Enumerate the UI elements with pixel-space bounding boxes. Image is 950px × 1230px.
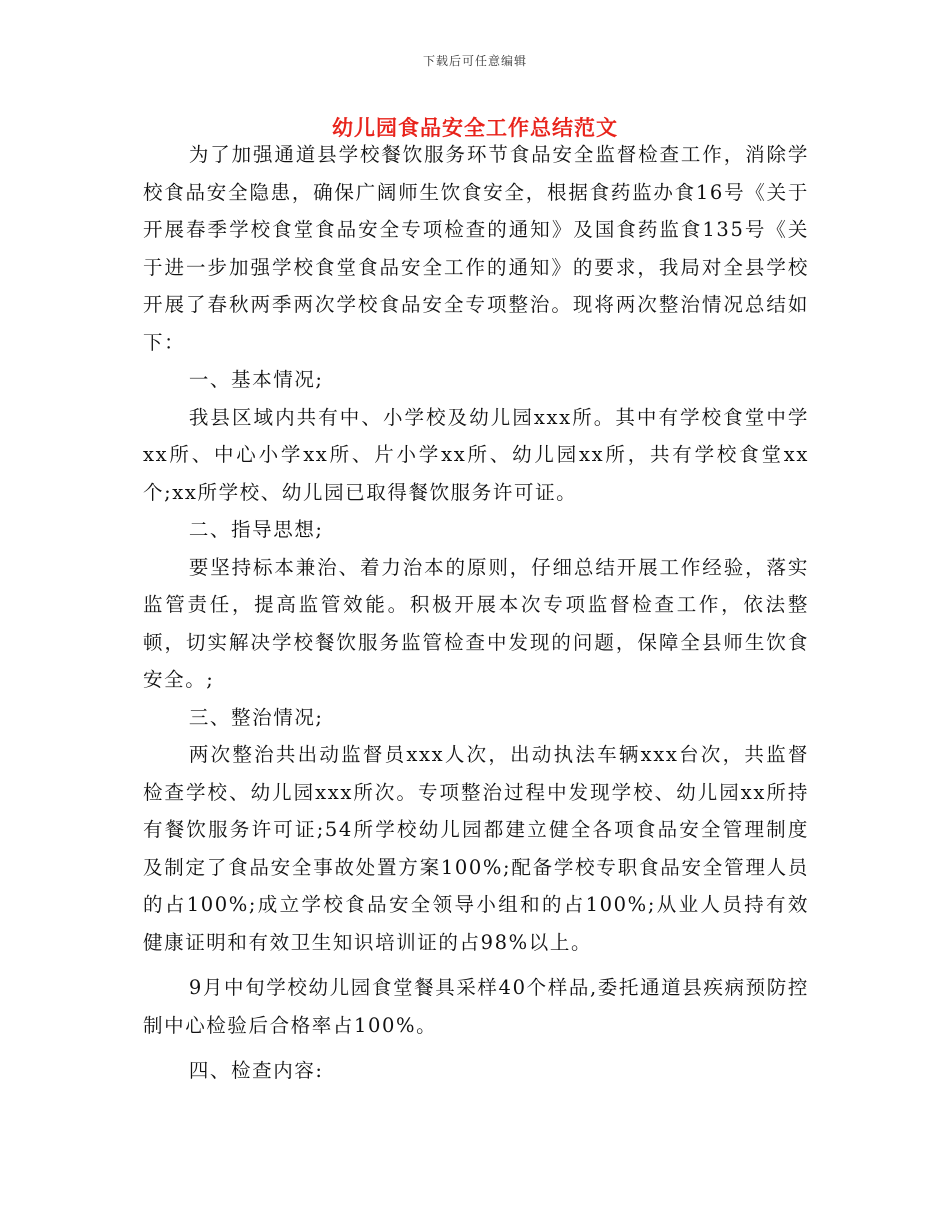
- paragraph-basic-situation: 我县区域内共有中、小学校及幼儿园xxx所。其中有学校食堂中学xx所、中心小学xx所、片小学xx所、幼儿园xx所，共有学校食堂xx个;xx所学校、幼儿园已取得餐饮服务许可证。: [143, 405, 809, 504]
- section-heading-guiding-ideology: 二、指导思想;: [188, 518, 324, 541]
- section-heading-basic-situation: 一、基本情况;: [188, 368, 324, 391]
- paragraph-sampling: 9月中旬学校幼儿园食堂餐具采样40个样品,委托通道县疾病预防控制中心检验后合格率占100%。: [143, 976, 809, 1037]
- document-title: 幼儿园食品安全工作总结范文: [332, 115, 618, 140]
- paragraph-guiding-ideology: 要坚持标本兼治、着力治本的原则，仔细总结开展工作经验，落实监管责任，提高监管效能。积极开展本次专项监督检查工作，依法整顿，切实解决学校餐饮服务监管检查中发现的问题，保障全县师生饮食安全。;: [143, 555, 809, 691]
- section-heading-inspection-content: 四、检查内容:: [188, 1059, 324, 1082]
- paragraph-intro: 为了加强通道县学校餐饮服务环节食品安全监督检查工作，消除学校食品安全隐患，确保广阔师生饮食安全，根据食药监办食16号《关于开展春季学校食堂食品安全专项检查的通知》及国食药监食135号《关于进一步加强学校食堂食品安全工作的通知》的要求，我局对全县学校开展了春秋两季两次学校食品安全专项整治。现将两次整治情况总结如下：: [143, 143, 809, 354]
- paragraph-rectification: 两次整治共出动监督员xxx人次，出动执法车辆xxx台次，共监督检查学校、幼儿园xxx所次。专项整治过程中发现学校、幼儿园xx所持有餐饮服务许可证;54所学校幼儿园都建立健全各项食品安全管理制度及制定了食品安全事故处置方案100%;配备学校专职食品安全管理人员的占100%;成立学校食品安全领导小组和的占100%;从业人员持有效健康证明和有效卫生知识培训证的占98%以上。: [143, 743, 809, 954]
- document-body: [143, 136, 809, 1090]
- section-heading-rectification: 三、整治情况;: [188, 705, 324, 729]
- page-header: 下载后可任意编辑: [422, 54, 527, 68]
